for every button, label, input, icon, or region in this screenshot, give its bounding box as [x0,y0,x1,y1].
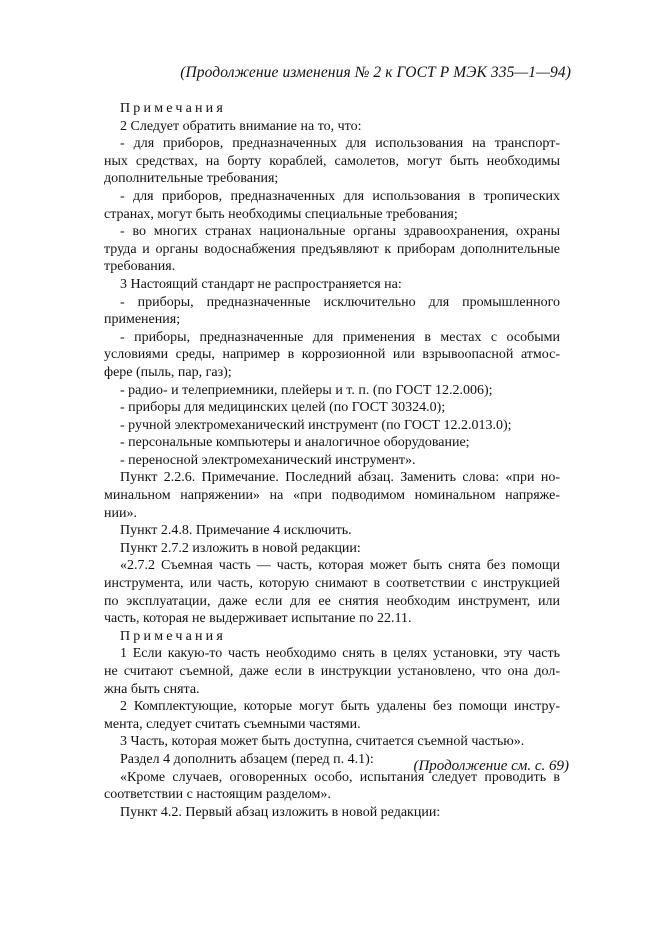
text-line: 2 Комплектующие, которые могут быть удалены без помощи инстру- [120,699,560,715]
text-line: странах, могут быть необходимы специальные требования; [104,206,458,222]
text-line: Пункт 2.7.2 изложить в новой редакции: [120,540,361,556]
text-line: нии». [104,505,137,521]
text-line: не считают съемной, даже если в инструкции установлено, что она дол- [104,664,560,679]
text-line: условиями среды, например в коррозионной или взрывоопасной атмос- [104,347,560,363]
text-line: 3 Часть, которая может быть доступна, считается съемной частью». [120,734,525,750]
text-line: применения; [104,312,181,328]
text-line: соответствии с настоящим разделом». [104,787,331,803]
text-line: - переносной электромеханический инструмент». [120,452,416,468]
text-line: - приборы для медицинских целей (по ГОСТ 30324.0); [120,400,446,416]
text-line: «2.7.2 Съемная часть — часть, которая может быть снята без помощи [120,558,560,574]
text-line: минальном напряжении» на «при подводимом номинальном напряже- [104,488,560,504]
running-header: (Продолжение изменения № 2 к ГОСТ Р МЭК 335—1—94) [180,64,571,81]
text-line: Раздел 4 дополнить абзацем (перед п. 4.1): [120,751,374,767]
text-line: труда и органы водоснабжения предъявляют к приборам дополнительные [104,241,560,257]
document-body [104,100,560,821]
text-line: ных средствах, на борту кораблей, самолетов, могут быть необходимы [104,153,560,169]
text-line: - ручной электромеханический инструмент (по ГОСТ 12.2.013.0); [120,417,512,433]
text-line: Пункт 4.2. Первый абзац изложить в новой редакции: [120,804,441,820]
text-line: мента, следует считать съемными частями. [104,716,361,732]
text-line: жна быть снята. [104,681,200,697]
text-line: - для приборов, предназначенных для использования на транспорт- [120,136,560,152]
text-line: дополнительные требования; [104,171,279,187]
notes-heading: Примечания [120,101,227,116]
text-line: 1 Если какую-то часть необходимо снять в целях установки, эту часть [120,646,560,662]
text-line: часть, которая не выдерживает испытание по 22.11. [104,611,412,627]
text-line: Пункт 2.2.6. Примечание. Последний абзац. Заменить слова: «при но- [120,470,560,486]
text-line: фере (пыль, пар, газ); [104,364,232,380]
text-line: Пункт 2.4.8. Примечание 4 исключить. [120,523,352,539]
text-line: 2 Следует обратить внимание на то, что: [120,118,362,134]
text-line: - приборы, предназначенные для применения в местах с особыми [120,329,560,345]
text-line: по эксплуатации, даже если для ее снятия необходим инструмент, или [104,593,560,609]
text-line: - для приборов, предназначенных для использования в тропических [120,188,560,204]
text-line: - персональные компьютеры и аналогичное оборудование; [120,435,470,451]
text-line: - во многих странах национальные органы здравоохранения, охраны [120,224,560,240]
continuation-note: (Продолжение см. с. 69) [413,758,569,774]
text-line: - радио- и телеприемники, плейеры и т. п. (по ГОСТ 12.2.006); [120,382,493,398]
notes-heading: Примечания [120,628,227,644]
text-line: «Кроме случаев, оговоренных особо, испытания следует проводить в [120,769,560,785]
text-line: инструмента, или часть, которую снимают в соответствии с инструкцией [104,576,560,592]
text-line: требования. [104,259,176,275]
text-line: - приборы, предназначенные исключительно для промышленного [120,294,560,310]
text-line: 3 Настоящий стандарт не распространяется на: [120,276,402,292]
